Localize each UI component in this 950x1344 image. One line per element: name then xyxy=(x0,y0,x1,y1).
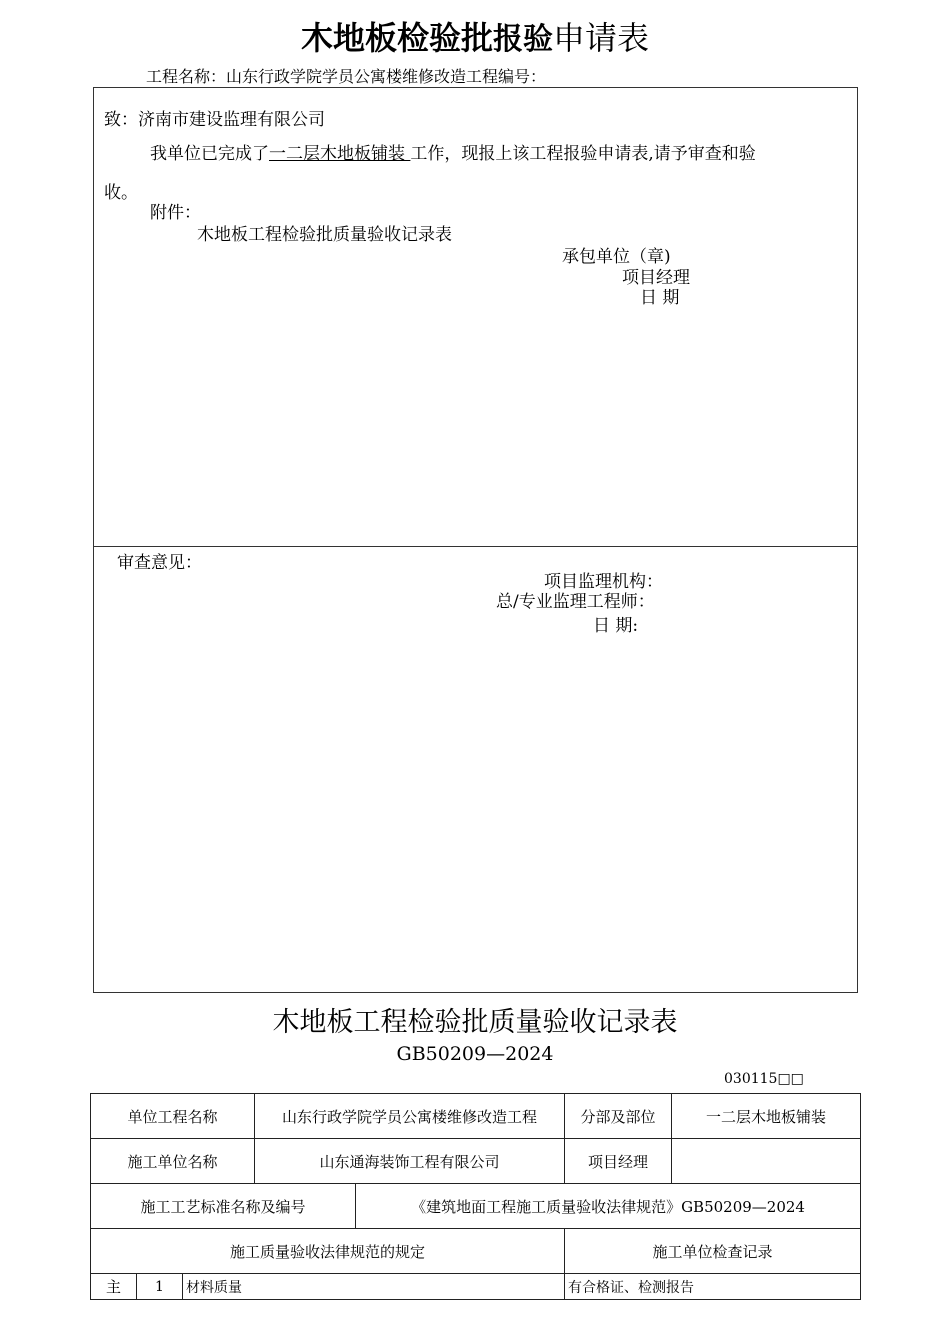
review-label: 审查意见： xyxy=(117,553,202,573)
craft-standard-label: 施工工艺标准名称及编号 xyxy=(91,1184,356,1229)
review-engineer: 总/专业监理工程师： xyxy=(496,592,655,612)
part-label: 分部及部位 xyxy=(565,1094,672,1139)
record-code: 030115□□ xyxy=(724,1071,804,1087)
review-date: 日 期: xyxy=(593,616,639,636)
spec-label: 施工质量验收法律规范的规定 xyxy=(91,1229,565,1274)
contractor-name-label: 施工单位名称 xyxy=(91,1139,255,1184)
contractor-label: 承包单位（章) xyxy=(562,247,671,267)
part-value: 一二层木地板铺装 xyxy=(672,1094,861,1139)
application-body xyxy=(150,139,756,164)
attachment-label: 附件： xyxy=(150,203,201,223)
project-manager-label: 项目经理 xyxy=(565,1139,672,1184)
contractor-name-value: 山东通海装饰工程有限公司 xyxy=(255,1139,565,1184)
table-row xyxy=(91,1184,861,1229)
unit-label: 单位工程名称 xyxy=(91,1094,255,1139)
record-standard: GB50209—2024 xyxy=(396,1043,554,1065)
date-label: 日 期 xyxy=(640,288,680,308)
page-title xyxy=(0,18,950,60)
body-post: 工作，现报上该工程报验申请表,请予审查和验 xyxy=(410,144,756,164)
title-bold-part1: 木地板检验批 xyxy=(300,19,493,57)
main-control-label: 主 xyxy=(91,1274,137,1300)
record-table xyxy=(90,1093,861,1300)
body-end: 收。 xyxy=(104,183,138,203)
attachment-item: 木地板工程检验批质量验收记录表 xyxy=(197,225,452,245)
record-title: 木地板工程检验批质量验收记录表 xyxy=(272,1007,678,1038)
project-line: 工程名称：山东行政学院学员公寓楼维修改造工程编号： xyxy=(146,67,547,86)
title-rest: 申请表 xyxy=(553,19,650,57)
check-record-label: 施工单位检查记录 xyxy=(565,1229,861,1274)
item-record: 有合格证、检测报告 xyxy=(565,1274,861,1300)
table-row xyxy=(91,1094,861,1139)
body-work: 一二层木地板铺装 xyxy=(269,144,411,164)
table-row xyxy=(91,1229,861,1274)
craft-standard-value: 《建筑地面工程施工质量验收法律规范》GB50209—2024 xyxy=(356,1184,861,1229)
section-divider xyxy=(93,546,858,547)
table-row xyxy=(91,1139,861,1184)
to-line: 致：济南市建设监理有限公司 xyxy=(104,110,325,130)
body-pre: 我单位已完成了 xyxy=(150,144,269,164)
table-row xyxy=(91,1274,861,1300)
unit-value: 山东行政学院学员公寓楼维修改造工程 xyxy=(255,1094,565,1139)
item-number: 1 xyxy=(137,1274,183,1300)
review-org: 项目监理机构： xyxy=(544,572,663,592)
item-name: 材料质量 xyxy=(183,1274,565,1300)
project-manager-value xyxy=(672,1139,861,1184)
title-bold-part2: 报验 xyxy=(493,22,553,57)
pm-label: 项目经理 xyxy=(622,268,690,288)
